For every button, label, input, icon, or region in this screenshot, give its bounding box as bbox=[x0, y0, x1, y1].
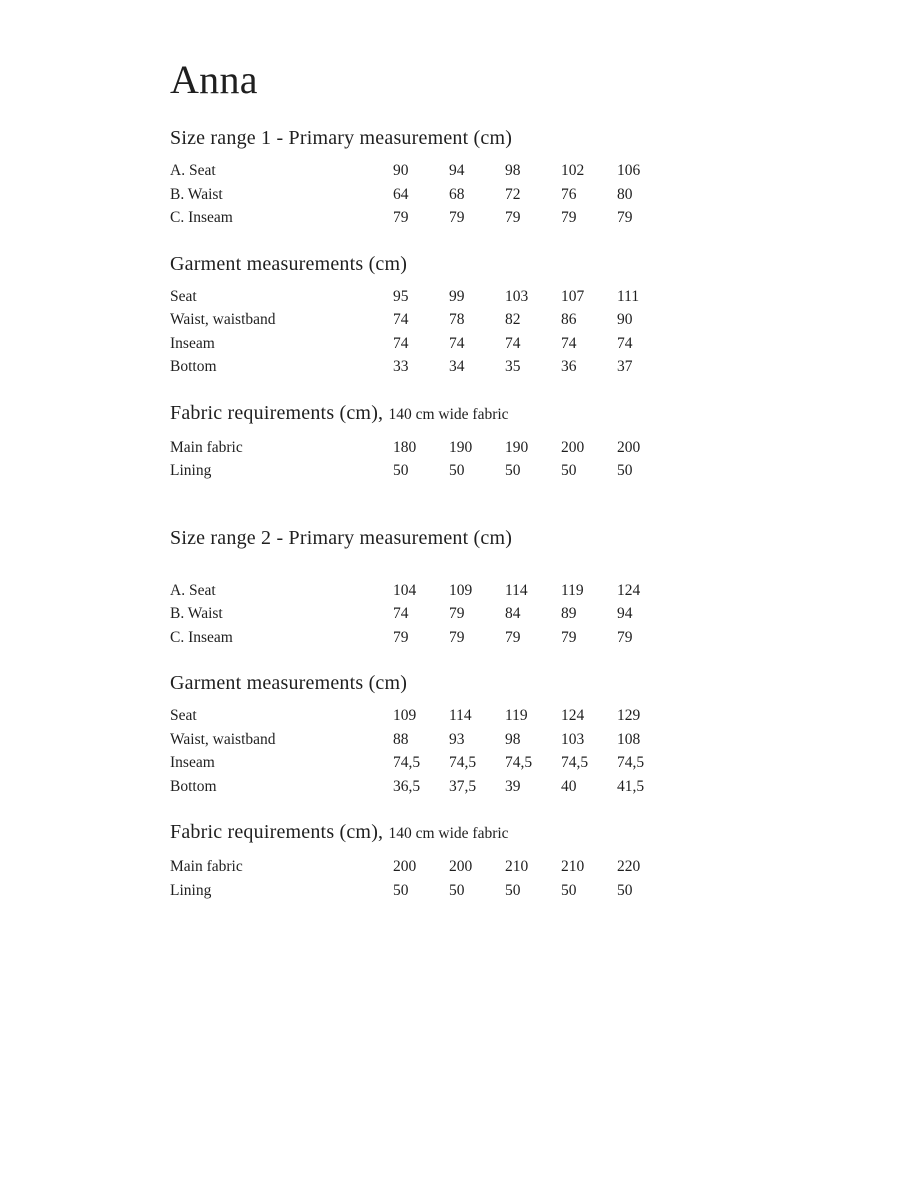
fabric-heading-main: Fabric requirements (cm), bbox=[170, 821, 384, 843]
pattern-title: Anna bbox=[170, 57, 258, 102]
cell-value: 74 bbox=[393, 334, 409, 352]
cell-value: 79 bbox=[449, 628, 465, 646]
size-range-1-heading: Size range 1 - Primary measurement (cm) bbox=[170, 127, 513, 149]
cell-value: 111 bbox=[617, 287, 640, 305]
table-row bbox=[170, 332, 900, 356]
table-row bbox=[170, 183, 900, 207]
cell-value: 79 bbox=[561, 209, 577, 226]
row-label: C. Inseam bbox=[170, 628, 233, 646]
cell-value: 74,5 bbox=[449, 754, 477, 771]
cell-value: 50 bbox=[505, 881, 521, 899]
cell-value: 35 bbox=[505, 358, 521, 375]
cell-value: 90 bbox=[617, 311, 633, 328]
cell-value: 180 bbox=[393, 438, 417, 456]
row-label: Main fabric bbox=[170, 858, 243, 875]
cell-value: 74 bbox=[617, 334, 633, 352]
cell-value: 104 bbox=[393, 581, 417, 599]
cell-value: 39 bbox=[505, 777, 521, 795]
table-row bbox=[170, 285, 900, 309]
cell-value: 37 bbox=[617, 358, 633, 375]
size-range-2-primary-table bbox=[170, 579, 900, 650]
cell-value: 41,5 bbox=[617, 777, 645, 795]
cell-value: 220 bbox=[617, 858, 641, 875]
cell-value: 103 bbox=[505, 287, 529, 305]
cell-value: 74,5 bbox=[561, 754, 589, 771]
size-range-2-fabric-heading bbox=[170, 819, 900, 847]
cell-value: 119 bbox=[561, 581, 584, 599]
row-label: Seat bbox=[170, 287, 197, 305]
row-label: Inseam bbox=[170, 334, 215, 352]
table-row bbox=[170, 602, 900, 626]
cell-value: 79 bbox=[617, 209, 633, 226]
cell-value: 114 bbox=[449, 707, 472, 724]
cell-value: 33 bbox=[393, 358, 409, 375]
cell-value: 124 bbox=[617, 581, 641, 599]
size-range-2-garment-table bbox=[170, 704, 900, 798]
cell-value: 74 bbox=[505, 334, 521, 352]
size-range-1-primary-table bbox=[170, 159, 900, 230]
cell-value: 37,5 bbox=[449, 777, 477, 795]
size-range-2-section bbox=[170, 525, 900, 903]
cell-value: 124 bbox=[561, 707, 585, 724]
cell-value: 34 bbox=[449, 358, 465, 375]
cell-value: 72 bbox=[505, 185, 521, 203]
cell-value: 76 bbox=[561, 185, 577, 203]
cell-value: 89 bbox=[561, 605, 577, 622]
table-row bbox=[170, 775, 900, 799]
cell-value: 74 bbox=[393, 311, 409, 328]
row-label: Inseam bbox=[170, 754, 215, 771]
cell-value: 50 bbox=[617, 462, 633, 479]
row-label: Main fabric bbox=[170, 438, 243, 456]
cell-value: 88 bbox=[393, 730, 409, 748]
size-range-1-section bbox=[170, 125, 900, 483]
cell-value: 210 bbox=[561, 858, 585, 875]
cell-value: 79 bbox=[393, 209, 409, 226]
table-row bbox=[170, 308, 900, 332]
cell-value: 94 bbox=[617, 605, 633, 622]
cell-value: 107 bbox=[561, 287, 585, 305]
table-row bbox=[170, 459, 900, 483]
cell-value: 98 bbox=[505, 730, 521, 748]
cell-value: 98 bbox=[505, 162, 521, 179]
table-row bbox=[170, 159, 900, 183]
cell-value: 200 bbox=[617, 438, 641, 456]
table-row bbox=[170, 436, 900, 460]
row-label: Waist, waistband bbox=[170, 730, 276, 748]
cell-value: 95 bbox=[393, 287, 409, 305]
row-label: Waist, waistband bbox=[170, 311, 276, 328]
cell-value: 210 bbox=[505, 858, 529, 875]
row-label: Bottom bbox=[170, 777, 217, 795]
row-label: A. Seat bbox=[170, 581, 216, 599]
fabric-heading-main: Fabric requirements (cm), bbox=[170, 401, 384, 424]
size-range-2-garment-heading: Garment measurements (cm) bbox=[170, 672, 408, 694]
row-label: Lining bbox=[170, 462, 212, 479]
size-range-1-fabric-table bbox=[170, 436, 900, 483]
cell-value: 79 bbox=[449, 605, 465, 622]
size-range-1-garment-heading: Garment measurements (cm) bbox=[170, 252, 408, 275]
table-row bbox=[170, 626, 900, 650]
cell-value: 106 bbox=[617, 162, 641, 179]
row-label: Bottom bbox=[170, 358, 217, 375]
cell-value: 79 bbox=[449, 209, 465, 226]
cell-value: 74,5 bbox=[505, 754, 533, 771]
cell-value: 103 bbox=[561, 730, 585, 748]
size-range-2-fabric-table bbox=[170, 855, 900, 902]
table-row bbox=[170, 728, 900, 752]
size-range-2-heading: Size range 2 - Primary measurement (cm) bbox=[170, 526, 513, 549]
row-label: A. Seat bbox=[170, 162, 216, 179]
cell-value: 190 bbox=[505, 438, 529, 456]
cell-value: 79 bbox=[505, 628, 521, 646]
cell-value: 109 bbox=[393, 707, 417, 724]
table-row bbox=[170, 879, 900, 903]
cell-value: 74 bbox=[561, 334, 577, 352]
table-row bbox=[170, 579, 900, 603]
size-range-1-fabric-heading bbox=[170, 400, 900, 428]
cell-value: 50 bbox=[561, 881, 577, 899]
row-label: Seat bbox=[170, 707, 197, 724]
cell-value: 119 bbox=[505, 707, 528, 724]
cell-value: 200 bbox=[449, 858, 473, 875]
cell-value: 74,5 bbox=[617, 754, 645, 771]
cell-value: 68 bbox=[449, 185, 465, 203]
cell-value: 50 bbox=[393, 881, 409, 899]
cell-value: 50 bbox=[561, 462, 577, 479]
cell-value: 79 bbox=[561, 628, 577, 646]
cell-value: 129 bbox=[617, 707, 641, 724]
cell-value: 74 bbox=[393, 605, 409, 622]
cell-value: 94 bbox=[449, 162, 465, 179]
cell-value: 114 bbox=[505, 581, 528, 599]
row-label: Lining bbox=[170, 881, 212, 899]
cell-value: 79 bbox=[393, 628, 409, 646]
cell-value: 190 bbox=[449, 438, 473, 456]
cell-value: 50 bbox=[393, 462, 409, 479]
cell-value: 50 bbox=[617, 881, 633, 899]
cell-value: 102 bbox=[561, 162, 585, 179]
cell-value: 64 bbox=[393, 185, 409, 203]
cell-value: 109 bbox=[449, 581, 473, 599]
fabric-heading-note: 140 cm wide fabric bbox=[388, 825, 509, 842]
cell-value: 200 bbox=[561, 438, 585, 456]
fabric-heading-note: 140 cm wide fabric bbox=[388, 405, 509, 423]
cell-value: 74 bbox=[449, 334, 465, 352]
cell-value: 79 bbox=[617, 628, 633, 646]
cell-value: 99 bbox=[449, 287, 465, 305]
row-label: B. Waist bbox=[170, 605, 223, 622]
cell-value: 86 bbox=[561, 311, 577, 328]
table-row bbox=[170, 206, 900, 230]
cell-value: 108 bbox=[617, 730, 641, 748]
cell-value: 82 bbox=[505, 311, 521, 328]
cell-value: 93 bbox=[449, 730, 465, 748]
cell-value: 36 bbox=[561, 358, 577, 375]
cell-value: 50 bbox=[449, 462, 465, 479]
cell-value: 74,5 bbox=[393, 754, 421, 771]
row-label: B. Waist bbox=[170, 185, 223, 203]
table-row bbox=[170, 855, 900, 879]
cell-value: 40 bbox=[561, 777, 577, 795]
cell-value: 50 bbox=[449, 881, 465, 899]
size-range-1-garment-table bbox=[170, 285, 900, 379]
cell-value: 80 bbox=[617, 185, 633, 203]
cell-value: 84 bbox=[505, 605, 521, 622]
cell-value: 79 bbox=[505, 209, 521, 226]
cell-value: 36,5 bbox=[393, 777, 421, 795]
table-row bbox=[170, 704, 900, 728]
table-row bbox=[170, 355, 900, 379]
cell-value: 78 bbox=[449, 311, 465, 328]
cell-value: 90 bbox=[393, 162, 409, 179]
row-label: C. Inseam bbox=[170, 209, 233, 226]
table-row bbox=[170, 751, 900, 775]
cell-value: 50 bbox=[505, 462, 521, 479]
cell-value: 200 bbox=[393, 858, 417, 875]
